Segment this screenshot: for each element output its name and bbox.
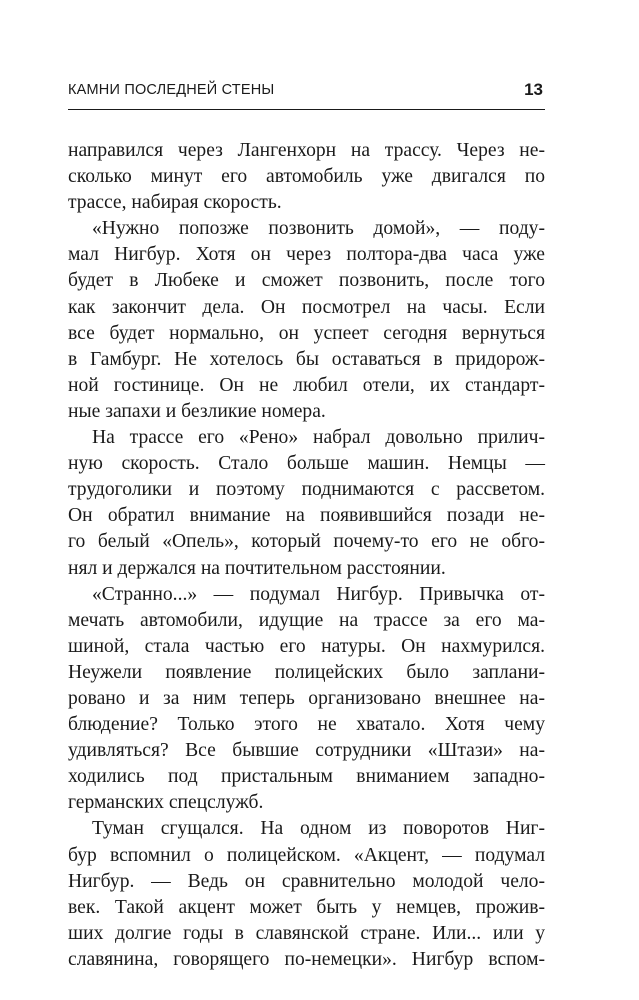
text-line: век. Такой акцент может быть у немцев, прожив- — [68, 896, 545, 918]
text-line: го белый «Опель», который почему-то его не обго- — [68, 531, 545, 553]
body-text — [68, 138, 545, 973]
text-line: нял и держался на почтительном расстоянии. — [68, 557, 446, 579]
text-line: шиной, стала частью его натуры. Он нахмурился. — [68, 635, 545, 657]
running-title: КАМНИ ПОСЛЕДНЕЙ СТЕНЫ — [68, 82, 275, 98]
text-line: славянина, говорящего по-немецки». Нигбур вспом- — [68, 948, 545, 970]
text-line: будет в Любеке и сможет позвонить, после того — [68, 270, 545, 292]
text-line: Туман сгущался. На одном из поворотов Ниг- — [92, 818, 545, 840]
text-line: «Странно...» — подумал Нигбур. Привычка от- — [92, 583, 545, 605]
text-line: трассе, набирая скорость. — [68, 192, 282, 214]
text-line: ной гостинице. Он не любил отели, их стандарт- — [68, 374, 545, 396]
running-head — [68, 80, 545, 102]
text-line: удивляться? Все бывшие сотрудники «Штази» на- — [68, 740, 545, 762]
text-line: ходились под пристальным вниманием западно- — [68, 766, 545, 788]
text-line: сколько минут его автомобиль уже двигался по — [68, 166, 545, 188]
text-line: в Гамбург. Не хотелось бы оставаться в придорож- — [68, 348, 545, 370]
text-line: направился через Лангенхорн на трассу. Через не- — [68, 140, 545, 161]
text-line: Он обратил внимание на появившийся позади не- — [68, 505, 545, 527]
text-line: трудоголики и поэтому поднимаются с рассветом. — [68, 479, 545, 501]
text-line: Нигбур. — Ведь он сравнительно молодой чело- — [68, 870, 545, 892]
text-line: все будет нормально, он успеет сегодня вернуться — [68, 322, 545, 344]
text-line: ные запахи и безликие номера. — [68, 400, 326, 422]
text-line: Неужели появление полицейских было заплани- — [68, 661, 545, 683]
text-line: германских спецслужб. — [68, 792, 264, 814]
text-line: бур вспомнил о полицейском. «Акцент, — подумал — [68, 844, 545, 866]
page-number: 13 — [524, 80, 543, 99]
text-line: ную скорость. Стало больше машин. Немцы — — [68, 453, 545, 475]
text-line: мечать автомобили, идущие на трассе за его ма- — [68, 609, 545, 631]
text-line: На трассе его «Рено» набрал довольно прилич- — [92, 427, 545, 449]
text-line: как закончит дела. Он посмотрел на часы. Если — [68, 296, 545, 318]
text-line: мал Нигбур. Хотя он через полтора-два часа уже — [68, 244, 545, 266]
header-rule — [68, 109, 545, 110]
text-line: ровано и за ним теперь организовано внешнее на- — [68, 687, 545, 709]
text-line: «Нужно попозже позвонить домой», — поду- — [92, 218, 545, 240]
text-line: ших долгие годы в славянской стране. Или... или у — [68, 922, 545, 944]
text-line: блюдение? Только этого не хватало. Хотя чему — [68, 714, 545, 736]
